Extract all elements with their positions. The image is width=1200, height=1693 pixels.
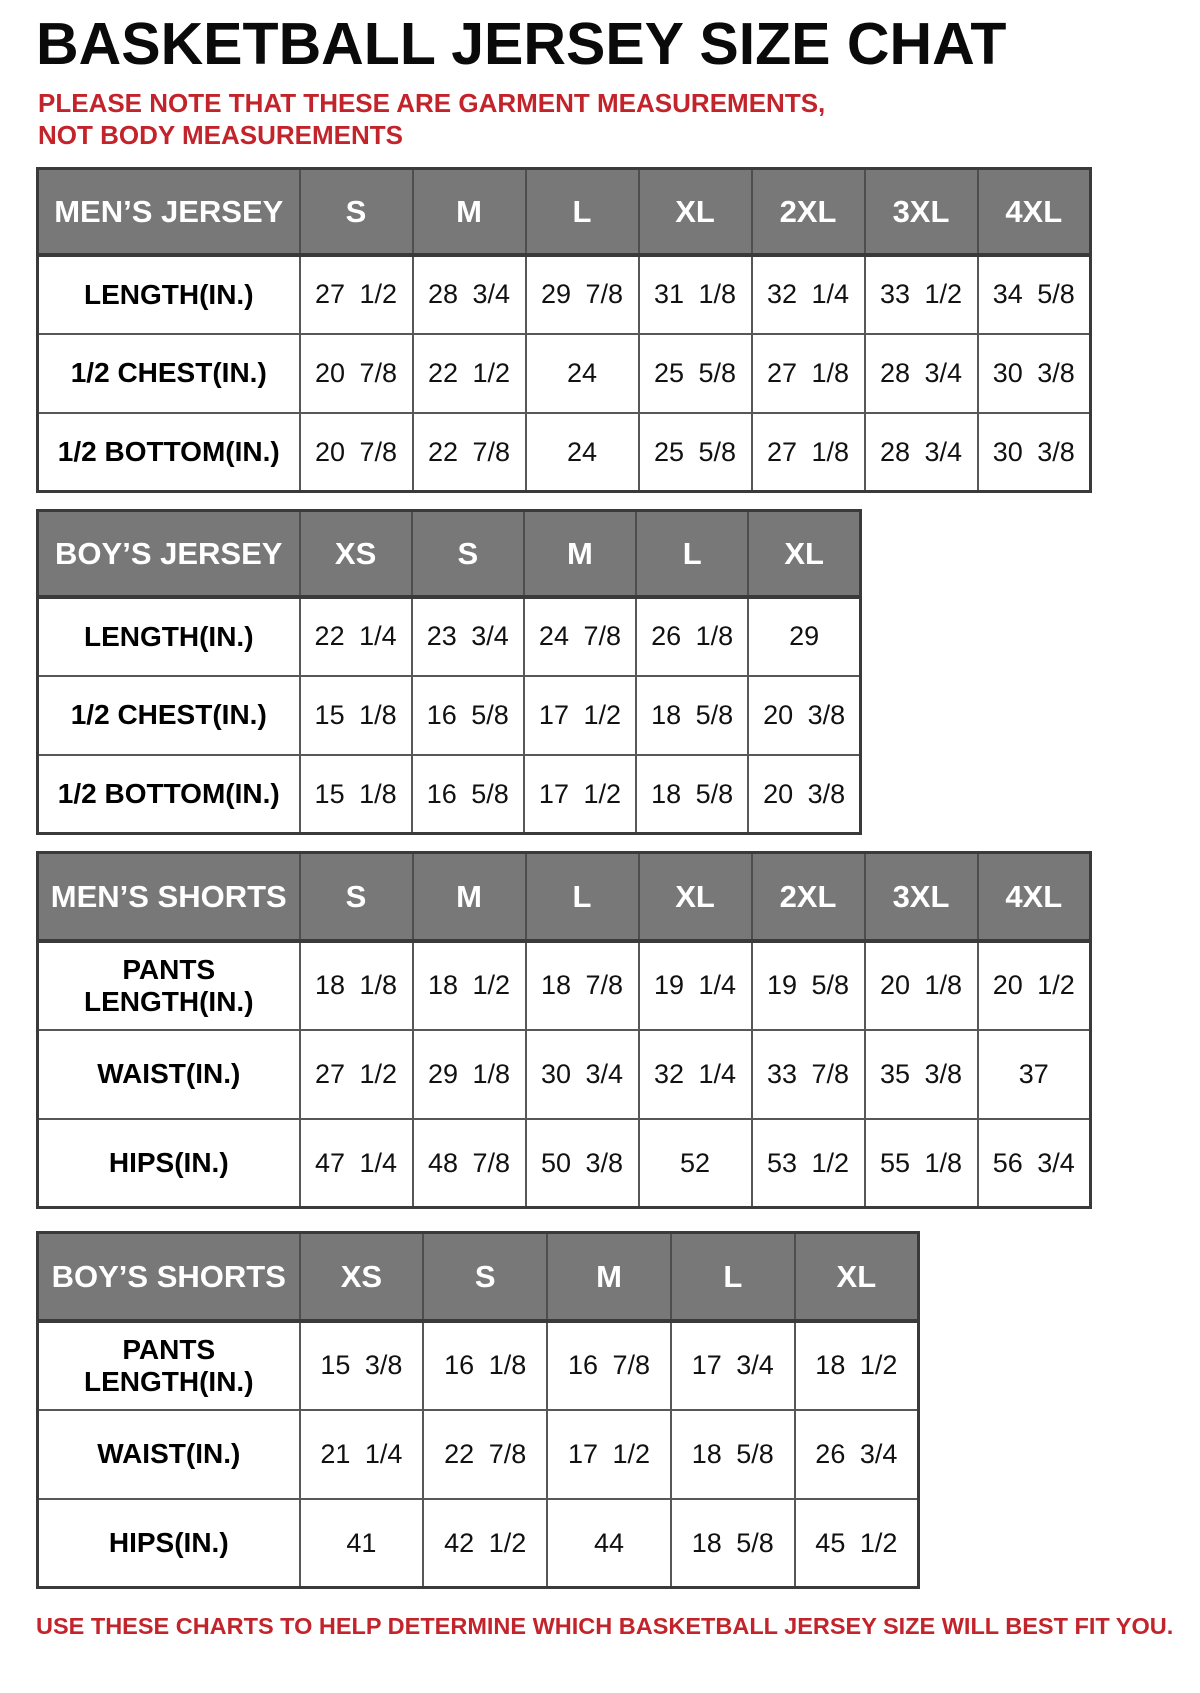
size-column-header-xs: XS xyxy=(300,1233,424,1321)
size-column-header-m: M xyxy=(413,853,526,941)
measurement-value-cell: 18 5/8 xyxy=(671,1499,795,1588)
measurement-value-cell: 47 1/4 xyxy=(300,1119,413,1208)
size-column-header-l: L xyxy=(526,169,639,255)
size-column-header-l: L xyxy=(526,853,639,941)
measurement-value-cell: 20 1/2 xyxy=(978,941,1091,1030)
measurement-value-cell: 18 1/8 xyxy=(300,941,413,1030)
size-column-header-xl: XL xyxy=(748,511,860,597)
measurement-row xyxy=(38,597,861,676)
garment-measurement-note: PLEASE NOTE THAT THESE ARE GARMENT MEASUREMENTS, NOT BODY MEASUREMENTS xyxy=(38,87,826,150)
size-column-header-l: L xyxy=(636,511,748,597)
measurement-value-cell: 53 1/2 xyxy=(752,1119,865,1208)
measurement-row xyxy=(38,1321,919,1410)
measurement-value-cell: 16 5/8 xyxy=(412,755,524,834)
measurement-value-cell: 33 1/2 xyxy=(865,255,978,334)
size-column-header-s: S xyxy=(300,853,413,941)
measurement-value-cell: 24 xyxy=(526,334,639,413)
measurement-value-cell: 31 1/8 xyxy=(639,255,752,334)
measurement-row-label: HIPS(IN.) xyxy=(38,1119,300,1208)
measurement-row xyxy=(38,1499,919,1588)
size-column-header-2xl: 2XL xyxy=(752,169,865,255)
measurement-value-cell: 18 5/8 xyxy=(636,755,748,834)
measurement-row xyxy=(38,255,1091,334)
measurement-value-cell: 37 xyxy=(978,1030,1091,1119)
measurement-row xyxy=(38,1410,919,1499)
measurement-value-cell: 28 3/4 xyxy=(865,413,978,492)
measurement-value-cell: 50 3/8 xyxy=(526,1119,639,1208)
measurement-value-cell: 26 3/4 xyxy=(795,1410,919,1499)
size-column-header-m: M xyxy=(547,1233,671,1321)
measurement-row-label: PANTS LENGTH(IN.) xyxy=(38,941,300,1030)
measurement-value-cell: 20 3/8 xyxy=(748,755,860,834)
measurement-value-cell: 16 7/8 xyxy=(547,1321,671,1410)
measurement-value-cell: 20 1/8 xyxy=(865,941,978,1030)
measurement-value-cell: 32 1/4 xyxy=(639,1030,752,1119)
size-column-header-3xl: 3XL xyxy=(865,169,978,255)
size-column-header-4xl: 4XL xyxy=(978,853,1091,941)
measurement-value-cell: 17 1/2 xyxy=(547,1410,671,1499)
measurement-value-cell: 25 5/8 xyxy=(639,413,752,492)
measurement-value-cell: 28 3/4 xyxy=(865,334,978,413)
measurement-value-cell: 20 7/8 xyxy=(300,413,413,492)
measurement-value-cell: 27 1/8 xyxy=(752,413,865,492)
boys-shorts-title-cell: BOY’S SHORTS xyxy=(38,1233,300,1321)
size-column-header-2xl: 2XL xyxy=(752,853,865,941)
measurement-row-label: 1/2 CHEST(IN.) xyxy=(38,676,300,755)
measurement-value-cell: 30 3/8 xyxy=(978,334,1091,413)
size-column-header-s: S xyxy=(412,511,524,597)
measurement-value-cell: 18 5/8 xyxy=(671,1410,795,1499)
measurement-value-cell: 23 3/4 xyxy=(412,597,524,676)
size-column-header-xl: XL xyxy=(639,169,752,255)
measurement-row xyxy=(38,676,861,755)
size-column-header-xl: XL xyxy=(639,853,752,941)
measurement-value-cell: 16 5/8 xyxy=(412,676,524,755)
measurement-value-cell: 48 7/8 xyxy=(413,1119,526,1208)
size-column-header-m: M xyxy=(524,511,636,597)
measurement-value-cell: 15 1/8 xyxy=(300,676,412,755)
measurement-value-cell: 15 3/8 xyxy=(300,1321,424,1410)
measurement-value-cell: 28 3/4 xyxy=(413,255,526,334)
measurement-value-cell: 34 5/8 xyxy=(978,255,1091,334)
size-column-header-3xl: 3XL xyxy=(865,853,978,941)
measurement-value-cell: 19 5/8 xyxy=(752,941,865,1030)
measurement-row-label: HIPS(IN.) xyxy=(38,1499,300,1588)
size-column-header-4xl: 4XL xyxy=(978,169,1091,255)
measurement-value-cell: 21 1/4 xyxy=(300,1410,424,1499)
measurement-value-cell: 52 xyxy=(639,1119,752,1208)
boys-shorts-size-table xyxy=(36,1231,920,1589)
measurement-value-cell: 55 1/8 xyxy=(865,1119,978,1208)
measurement-row xyxy=(38,755,861,834)
boys-jersey-header-row xyxy=(38,511,861,597)
measurement-value-cell: 22 7/8 xyxy=(413,413,526,492)
measurement-value-cell: 29 xyxy=(748,597,860,676)
boys-jersey-size-table xyxy=(36,509,862,835)
measurement-value-cell: 27 1/2 xyxy=(300,255,413,334)
fit-advice-note: USE THESE CHARTS TO HELP DETERMINE WHICH BASKETBALL JERSEY SIZE WILL BEST FIT YOU. xyxy=(36,1613,1174,1640)
measurement-row xyxy=(38,413,1091,492)
measurement-value-cell: 26 1/8 xyxy=(636,597,748,676)
measurement-value-cell: 42 1/2 xyxy=(423,1499,547,1588)
measurement-value-cell: 27 1/2 xyxy=(300,1030,413,1119)
measurement-value-cell: 17 1/2 xyxy=(524,676,636,755)
measurement-value-cell: 25 5/8 xyxy=(639,334,752,413)
measurement-value-cell: 22 1/2 xyxy=(413,334,526,413)
mens-jersey-header-row xyxy=(38,169,1091,255)
measurement-value-cell: 20 7/8 xyxy=(300,334,413,413)
measurement-value-cell: 29 1/8 xyxy=(413,1030,526,1119)
measurement-value-cell: 18 7/8 xyxy=(526,941,639,1030)
size-column-header-xs: XS xyxy=(300,511,412,597)
measurement-value-cell: 41 xyxy=(300,1499,424,1588)
size-column-header-s: S xyxy=(300,169,413,255)
measurement-row xyxy=(38,1030,1091,1119)
boys-jersey-title-cell: BOY’S JERSEY xyxy=(38,511,300,597)
measurement-value-cell: 18 5/8 xyxy=(636,676,748,755)
boys-shorts-header-row xyxy=(38,1233,919,1321)
measurement-row-label: 1/2 BOTTOM(IN.) xyxy=(38,413,300,492)
measurement-value-cell: 45 1/2 xyxy=(795,1499,919,1588)
mens-jersey-size-table xyxy=(36,167,1092,493)
measurement-row xyxy=(38,941,1091,1030)
measurement-row-label: LENGTH(IN.) xyxy=(38,597,300,676)
measurement-row-label: PANTS LENGTH(IN.) xyxy=(38,1321,300,1410)
measurement-value-cell: 32 1/4 xyxy=(752,255,865,334)
measurement-value-cell: 18 1/2 xyxy=(413,941,526,1030)
measurement-row-label: 1/2 CHEST(IN.) xyxy=(38,334,300,413)
measurement-value-cell: 20 3/8 xyxy=(748,676,860,755)
mens-shorts-header-row xyxy=(38,853,1091,941)
measurement-value-cell: 22 7/8 xyxy=(423,1410,547,1499)
measurement-value-cell: 17 3/4 xyxy=(671,1321,795,1410)
measurement-value-cell: 29 7/8 xyxy=(526,255,639,334)
measurement-row-label: WAIST(IN.) xyxy=(38,1030,300,1119)
measurement-value-cell: 44 xyxy=(547,1499,671,1588)
measurement-value-cell: 33 7/8 xyxy=(752,1030,865,1119)
size-column-header-xl: XL xyxy=(795,1233,919,1321)
measurement-row-label: WAIST(IN.) xyxy=(38,1410,300,1499)
measurement-value-cell: 16 1/8 xyxy=(423,1321,547,1410)
measurement-value-cell: 15 1/8 xyxy=(300,755,412,834)
mens-shorts-title-cell: MEN’S SHORTS xyxy=(38,853,300,941)
measurement-value-cell: 24 7/8 xyxy=(524,597,636,676)
size-column-header-m: M xyxy=(413,169,526,255)
mens-jersey-title-cell: MEN’S JERSEY xyxy=(38,169,300,255)
measurement-value-cell: 19 1/4 xyxy=(639,941,752,1030)
size-column-header-s: S xyxy=(423,1233,547,1321)
measurement-row xyxy=(38,1119,1091,1208)
measurement-value-cell: 18 1/2 xyxy=(795,1321,919,1410)
page-title: BASKETBALL JERSEY SIZE CHAT xyxy=(36,11,1007,77)
measurement-value-cell: 30 3/8 xyxy=(978,413,1091,492)
measurement-value-cell: 30 3/4 xyxy=(526,1030,639,1119)
measurement-value-cell: 35 3/8 xyxy=(865,1030,978,1119)
measurement-row-label: 1/2 BOTTOM(IN.) xyxy=(38,755,300,834)
size-column-header-l: L xyxy=(671,1233,795,1321)
measurement-row-label: LENGTH(IN.) xyxy=(38,255,300,334)
measurement-value-cell: 17 1/2 xyxy=(524,755,636,834)
measurement-row xyxy=(38,334,1091,413)
measurement-value-cell: 56 3/4 xyxy=(978,1119,1091,1208)
measurement-value-cell: 22 1/4 xyxy=(300,597,412,676)
measurement-value-cell: 27 1/8 xyxy=(752,334,865,413)
measurement-value-cell: 24 xyxy=(526,413,639,492)
mens-shorts-size-table xyxy=(36,851,1092,1209)
